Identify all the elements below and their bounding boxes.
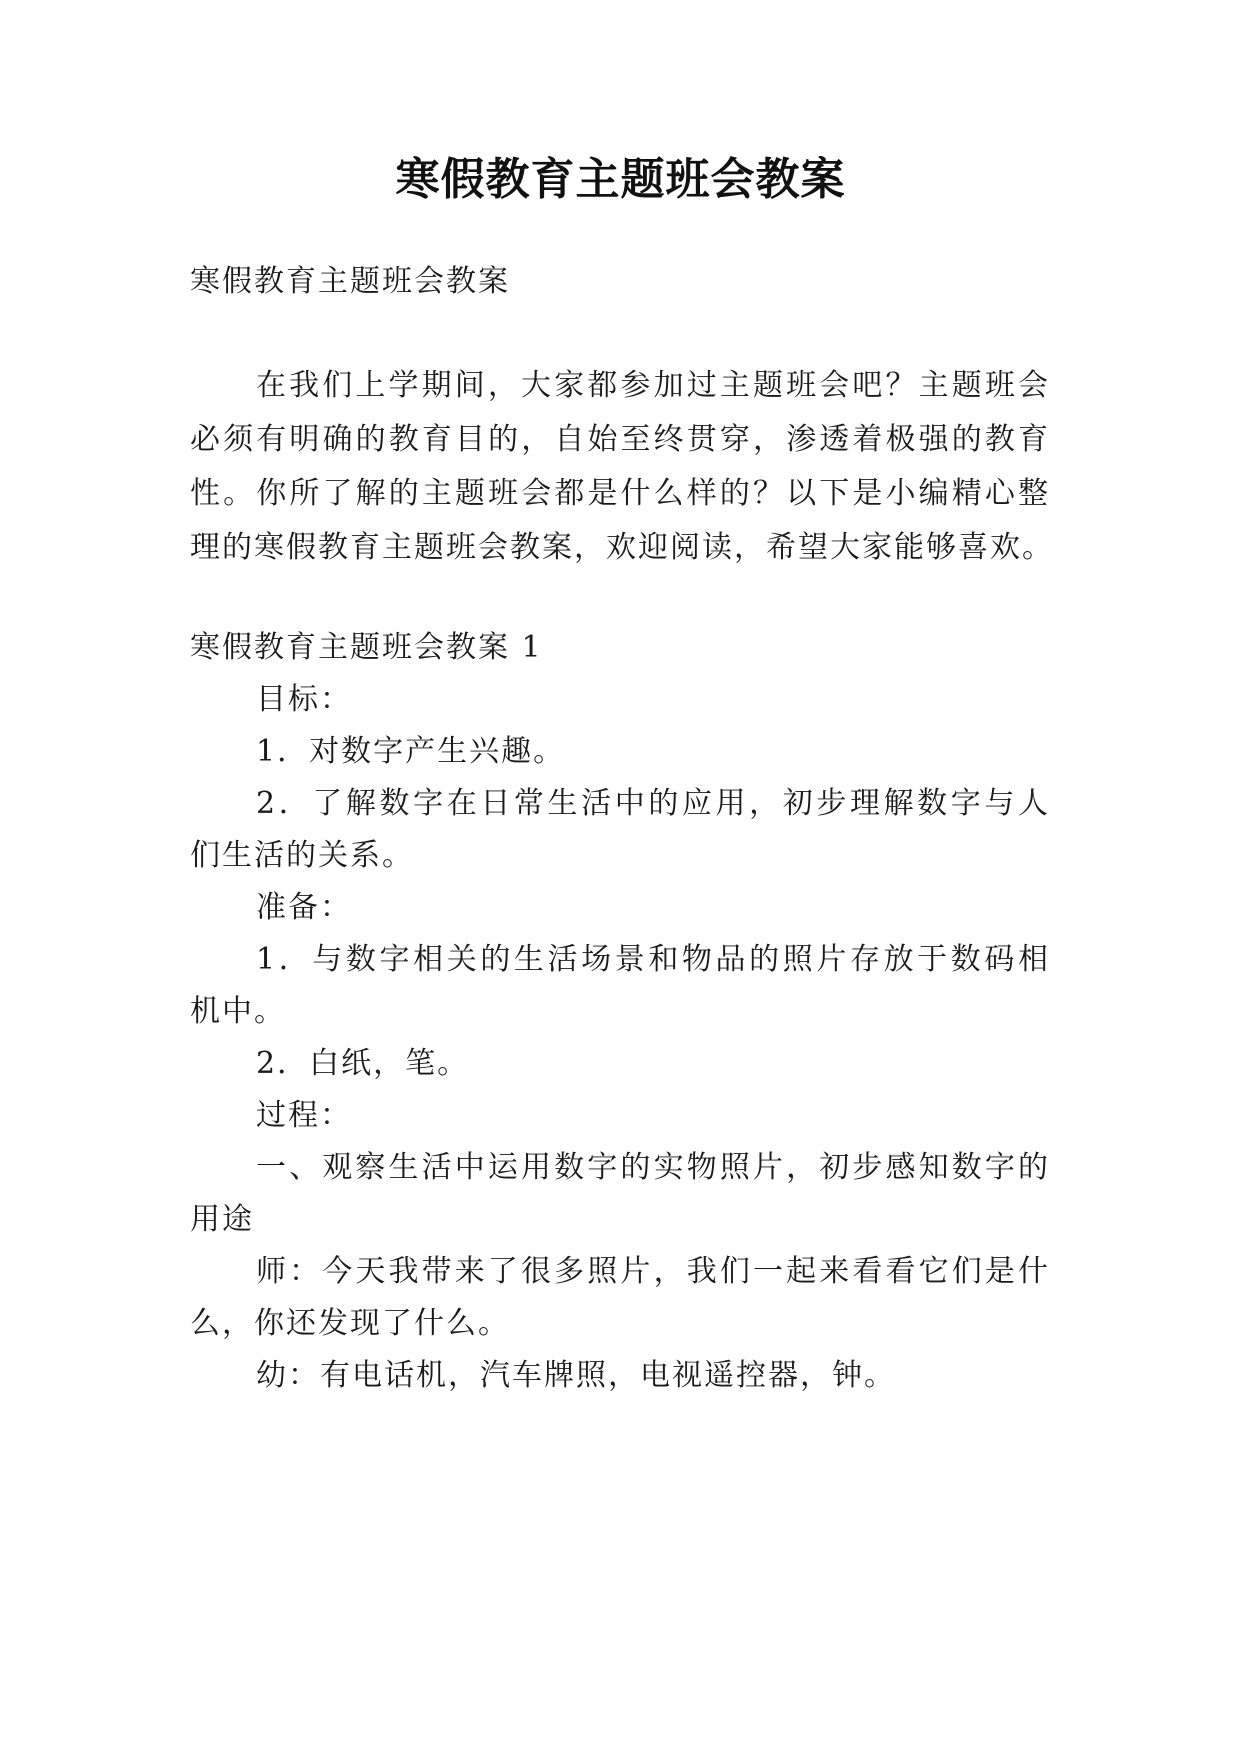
section-line-1: 目标：	[256, 682, 352, 717]
section-line-2: 1．对数字产生兴趣。	[256, 734, 566, 769]
document-subtitle: 寒假教育主题班会教案	[190, 264, 510, 299]
intro-line-4: 理的寒假教育主题班会教案，欢迎阅读，希望大家能够喜欢。	[190, 530, 1054, 565]
intro-line-3: 性。你所了解的主题班会都是什么样的？以下是小编精心整	[190, 476, 1050, 511]
section-line-13: 么，你还发现了什么。	[190, 1306, 510, 1341]
section-line-5: 准备：	[256, 890, 352, 925]
section-line-10: 一、观察生活中运用数字的实物照片，初步感知数字的	[256, 1150, 1050, 1185]
section-line-8: 2．白纸，笔。	[256, 1046, 470, 1081]
section-line-11: 用途	[190, 1202, 254, 1237]
section-line-9: 过程：	[256, 1098, 352, 1133]
section-line-6: 1．与数字相关的生活场景和物品的照片存放于数码相	[256, 942, 1050, 977]
section-line-4: 们生活的关系。	[190, 838, 414, 873]
section-line-14: 幼：有电话机，汽车牌照，电视遥控器，钟。	[256, 1358, 896, 1393]
section-line-12: 师：今天我带来了很多照片，我们一起来看看它们是什	[256, 1254, 1050, 1289]
section-line-7: 机中。	[190, 994, 286, 1029]
intro-line-1: 在我们上学期间，大家都参加过主题班会吧？主题班会	[256, 368, 1050, 403]
document-title: 寒假教育主题班会教案	[395, 154, 846, 205]
section-line-3: 2．了解数字在日常生活中的应用，初步理解数字与人	[256, 786, 1050, 821]
section-heading: 寒假教育主题班会教案 1	[190, 630, 543, 665]
intro-line-2: 必须有明确的教育目的，自始至终贯穿，渗透着极强的教育	[190, 422, 1050, 457]
